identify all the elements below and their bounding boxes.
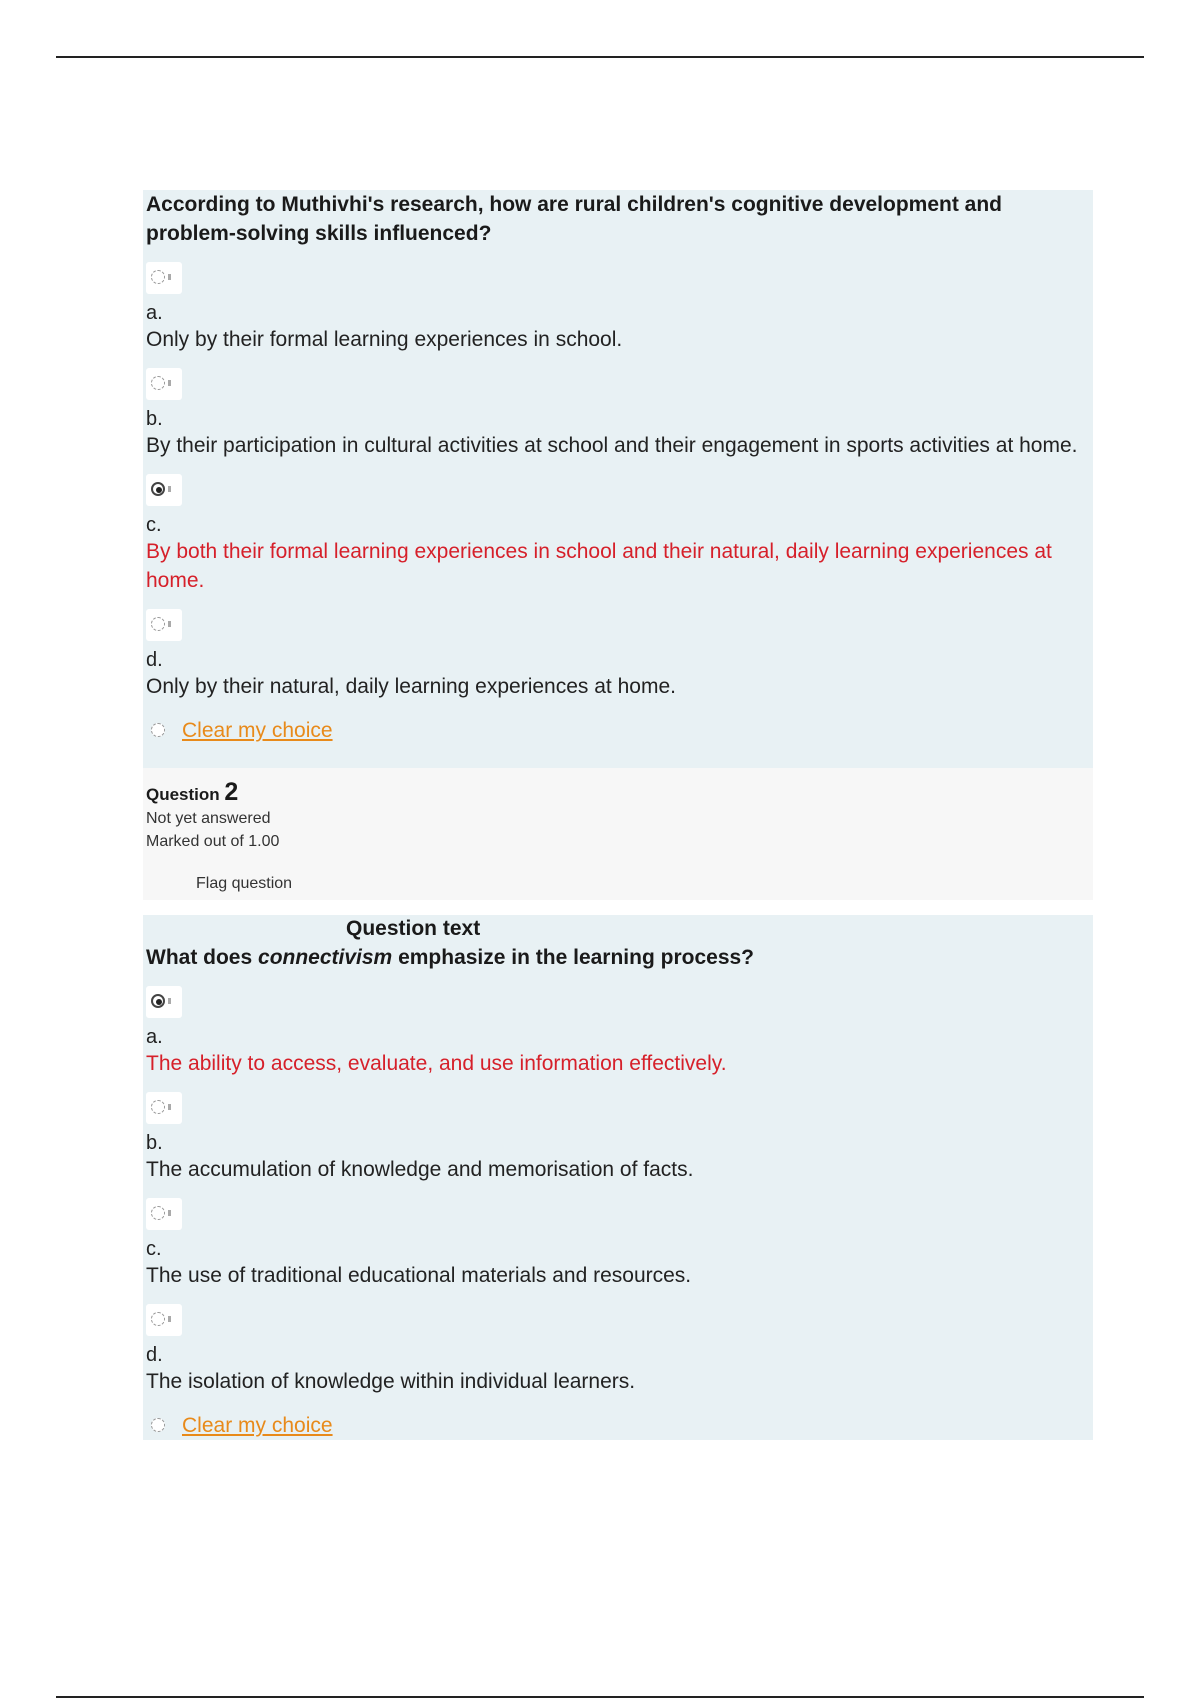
question-number: Question 2	[146, 778, 239, 806]
radio-button[interactable]	[146, 1198, 182, 1230]
radio-unchecked-icon	[151, 617, 165, 631]
question-2-option-c[interactable]	[146, 1198, 1090, 1290]
radio-unchecked-icon	[151, 270, 165, 284]
question-1-option-b[interactable]	[146, 368, 1090, 460]
question-2-info	[143, 768, 1093, 900]
radio-button[interactable]	[146, 986, 182, 1018]
question-1-option-a[interactable]	[146, 262, 1090, 354]
radio-button[interactable]	[146, 262, 182, 294]
question-1-option-c[interactable]	[146, 474, 1090, 595]
question-marks: Marked out of 1.00	[146, 833, 280, 850]
radio-button[interactable]	[146, 474, 182, 506]
page-bottom-rule	[56, 1696, 1144, 1698]
option-text: The use of traditional educational materials and resources.	[146, 1264, 692, 1287]
question-1-clear-row	[146, 717, 1090, 759]
option-text: By their participation in cultural activities at school and their engagement in sports activities at home.	[146, 434, 1078, 457]
radio-button[interactable]	[146, 609, 182, 641]
option-text: The accumulation of knowledge and memorisation of facts.	[146, 1158, 694, 1181]
option-letter: c.	[146, 1238, 162, 1260]
question-2-content	[143, 915, 1093, 1440]
option-text-selected: The ability to access, evaluate, and use information effectively.	[146, 1052, 727, 1075]
option-letter: c.	[146, 514, 162, 536]
question-2-clear-row	[146, 1412, 1090, 1454]
question-2-text: What does connectivism emphasize in the learning process?	[146, 946, 755, 969]
radio-button[interactable]	[146, 1092, 182, 1124]
page-top-rule	[56, 56, 1144, 58]
question-status: Not yet answered	[146, 810, 271, 827]
question-2-option-d[interactable]	[146, 1304, 1090, 1396]
option-text-selected: By both their formal learning experiences in school and their natural, daily learning experiences at home.	[146, 540, 1052, 592]
question-text-label: Question text	[346, 917, 481, 940]
radio-unchecked-icon	[151, 1100, 165, 1114]
radio-unchecked-icon	[151, 376, 165, 390]
radio-button[interactable]	[146, 368, 182, 400]
radio-unchecked-icon	[151, 1312, 165, 1326]
option-letter: b.	[146, 408, 163, 430]
radio-checked-icon	[151, 994, 165, 1008]
clear-radio-icon[interactable]	[146, 1416, 174, 1440]
radio-checked-icon	[151, 482, 165, 496]
question-2-option-a[interactable]	[146, 986, 1090, 1078]
question-1-content	[143, 190, 1093, 768]
option-letter: a.	[146, 1026, 163, 1048]
option-text: Only by their formal learning experiences in school.	[146, 328, 623, 351]
clear-my-choice-link[interactable]: Clear my choice	[182, 719, 333, 742]
option-letter: d.	[146, 649, 163, 671]
question-1-option-d[interactable]	[146, 609, 1090, 701]
radio-unchecked-icon	[151, 1206, 165, 1220]
question-1-text: According to Muthivhi's research, how are rural children's cognitive development and problem-solving skills influenced?	[146, 193, 1003, 245]
question-2-option-b[interactable]	[146, 1092, 1090, 1184]
option-text: Only by their natural, daily learning experiences at home.	[146, 675, 676, 698]
option-letter: d.	[146, 1344, 163, 1366]
option-letter: a.	[146, 302, 163, 324]
clear-radio-icon[interactable]	[146, 721, 174, 745]
option-letter: b.	[146, 1132, 163, 1154]
flag-question-link[interactable]: Flag question	[196, 875, 293, 892]
option-text: The isolation of knowledge within individual learners.	[146, 1370, 636, 1393]
clear-my-choice-link[interactable]: Clear my choice	[182, 1414, 333, 1437]
radio-button[interactable]	[146, 1304, 182, 1336]
